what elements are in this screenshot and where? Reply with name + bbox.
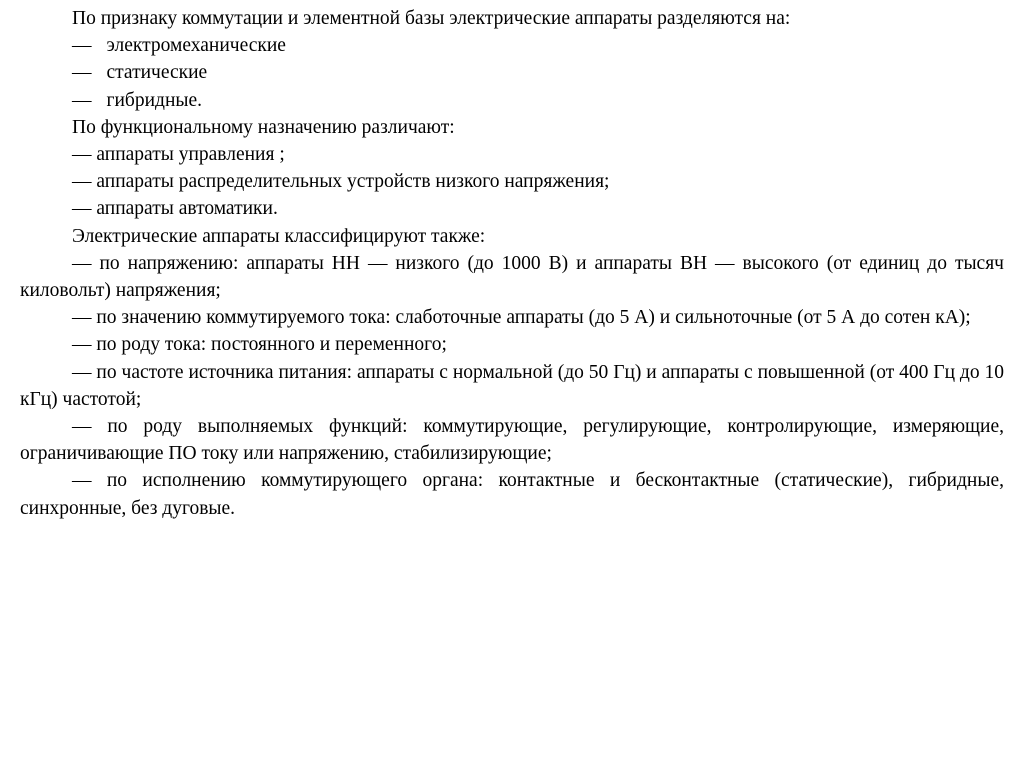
dash-marker: — bbox=[72, 62, 92, 84]
list-item-automation-devices: — аппараты автоматики. bbox=[72, 198, 278, 220]
list-item-text: статические bbox=[106, 62, 208, 84]
list-item-current-type: — по роду тока: постоянного и переменного; bbox=[72, 334, 447, 356]
list-item-electromechanical bbox=[20, 32, 1004, 59]
intro-commutation-paragraph: По признаку коммутации и элементной базы электрические аппараты разделяются на: bbox=[72, 8, 791, 29]
list-item-text: гибридные. bbox=[106, 89, 203, 111]
dash-marker: — bbox=[72, 89, 92, 111]
list-item-hybrid bbox=[20, 87, 1004, 114]
functional-purpose-paragraph: По функциональному назначению различают: bbox=[72, 116, 455, 138]
document-body bbox=[20, 5, 1004, 522]
list-item-text: электромеханические bbox=[106, 35, 286, 57]
list-item-voltage: — по напряжению: аппараты НН — низкого (до 1000 В) и аппараты ВН — высокого (от единиц до тысяч киловольт) напряжения; bbox=[20, 252, 1004, 302]
classification-paragraph: Электрические аппараты классифицируют также: bbox=[72, 225, 486, 247]
list-item-frequency: — по частоте источника питания: аппараты с нормальной (до 50 Гц) и аппараты с повышенной (от 400 Гц до 10 кГц) частотой; bbox=[20, 361, 1004, 410]
list-item-functions: — по роду выполняемых функций: коммутирующие, регулирующие, контролирующие, измеряющие, ограничивающие ПО току или напряжению, стабилизирующие; bbox=[20, 416, 1004, 465]
dash-marker: — bbox=[72, 35, 92, 57]
list-item-switching-organ: — по исполнению коммутирующего органа: контактные и бесконтактные (статические), гибридные, синхронные, без дуговые. bbox=[20, 470, 1004, 519]
list-item-control-devices: — аппараты управления ; bbox=[72, 144, 285, 166]
list-item-distribution-devices: — аппараты распределительных устройств низкого напряжения; bbox=[72, 171, 610, 193]
list-item-static bbox=[20, 59, 1004, 86]
list-item-current-value: — по значению коммутируемого тока: слаботочные аппараты (до 5 А) и сильноточные (от 5 А до сотен кА); bbox=[72, 307, 971, 329]
